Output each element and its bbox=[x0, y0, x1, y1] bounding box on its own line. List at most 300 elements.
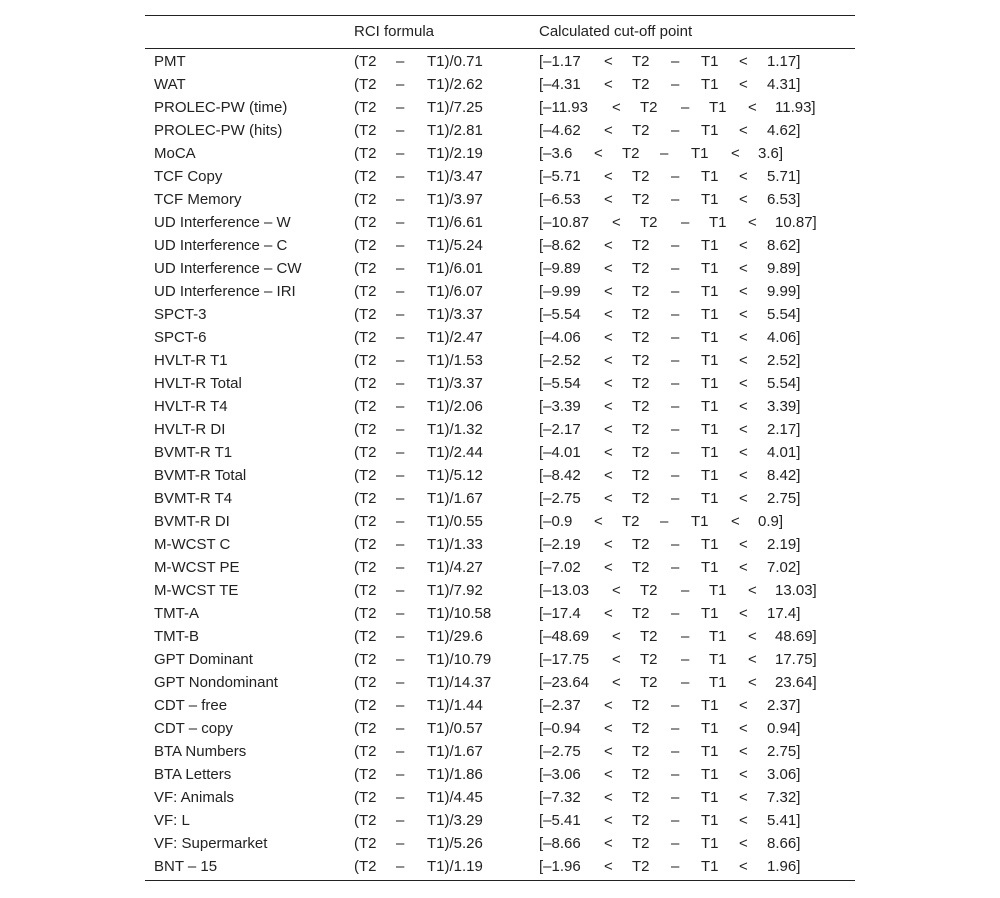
rci-formula-part-r2: – bbox=[396, 743, 405, 760]
cutoff-part-k2: < bbox=[612, 674, 621, 691]
cutoff-part-k1: [–9.99 bbox=[539, 283, 581, 300]
cutoff-part-k7: 2.19] bbox=[767, 536, 801, 553]
rci-formula-part-r2: – bbox=[396, 329, 405, 346]
cutoff-part-k6: < bbox=[739, 444, 748, 461]
test-name: UD Interference – CW bbox=[154, 260, 302, 277]
rci-formula-part-r1: (T2 bbox=[354, 168, 377, 185]
cutoff-part-k1: [–1.96 bbox=[539, 858, 581, 875]
rci-formula-part-r2: – bbox=[396, 559, 405, 576]
rci-formula-part-r2: – bbox=[396, 766, 405, 783]
cutoff-part-k5: T1 bbox=[701, 789, 719, 806]
rci-formula-part-r3: T1)/1.67 bbox=[427, 490, 483, 507]
cutoff-part-k6: < bbox=[739, 467, 748, 484]
rci-formula-part-r2: – bbox=[396, 651, 405, 668]
cutoff-part-k1: [–3.06 bbox=[539, 766, 581, 783]
cutoff-part-k2: < bbox=[604, 743, 613, 760]
rci-formula-part-r2: – bbox=[396, 513, 405, 530]
cutoff-part-k1: [–2.37 bbox=[539, 697, 581, 714]
cutoff-part-k3: T2 bbox=[632, 490, 650, 507]
rci-formula-part-r2: – bbox=[396, 674, 405, 691]
cutoff-part-k3: T2 bbox=[632, 743, 650, 760]
rci-formula-part-r1: (T2 bbox=[354, 674, 377, 691]
cutoff-part-k3: T2 bbox=[632, 398, 650, 415]
table-row bbox=[145, 418, 855, 441]
cutoff-part-k3: T2 bbox=[632, 812, 650, 829]
cutoff-part-k1: [–4.06 bbox=[539, 329, 581, 346]
rci-formula-part-r1: (T2 bbox=[354, 145, 377, 162]
cutoff-part-k3: T2 bbox=[632, 122, 650, 139]
cutoff-part-k4: – bbox=[671, 559, 680, 576]
test-name: BVMT-R Total bbox=[154, 467, 247, 484]
test-name: M-WCST PE bbox=[154, 559, 240, 576]
cutoff-part-k2: < bbox=[604, 352, 613, 369]
rci-formula-part-r3: T1)/1.19 bbox=[427, 858, 483, 875]
cutoff-part-k2: < bbox=[604, 306, 613, 323]
table-row bbox=[145, 602, 855, 625]
cutoff-part-k7: 10.87] bbox=[775, 214, 817, 231]
cutoff-part-k5: T1 bbox=[701, 352, 719, 369]
cutoff-part-k4: – bbox=[671, 329, 680, 346]
cutoff-part-k6: < bbox=[748, 99, 757, 116]
test-name: BVMT-R DI bbox=[154, 513, 230, 530]
rci-formula-part-r1: (T2 bbox=[354, 444, 377, 461]
cutoff-part-k2: < bbox=[604, 536, 613, 553]
cutoff-part-k6: < bbox=[739, 605, 748, 622]
cutoff-part-k4: – bbox=[681, 99, 690, 116]
header-cutoff: Calculated cut-off point bbox=[539, 23, 693, 40]
cutoff-part-k3: T2 bbox=[632, 53, 650, 70]
cutoff-part-k3: T2 bbox=[632, 858, 650, 875]
test-name: BNT – 15 bbox=[154, 858, 218, 875]
cutoff-part-k2: < bbox=[604, 122, 613, 139]
test-name: VF: Supermarket bbox=[154, 835, 268, 852]
rci-formula-part-r1: (T2 bbox=[354, 766, 377, 783]
table-row bbox=[145, 510, 855, 533]
cutoff-part-k3: T2 bbox=[640, 99, 658, 116]
test-name: TMT-A bbox=[154, 605, 199, 622]
rci-formula-part-r1: (T2 bbox=[354, 375, 377, 392]
header-row bbox=[145, 16, 855, 48]
cutoff-part-k4: – bbox=[671, 766, 680, 783]
cutoff-part-k7: 48.69] bbox=[775, 628, 817, 645]
rci-formula-part-r3: T1)/1.33 bbox=[427, 536, 483, 553]
rci-formula-part-r1: (T2 bbox=[354, 835, 377, 852]
cutoff-part-k6: < bbox=[739, 421, 748, 438]
cutoff-part-k4: – bbox=[671, 490, 680, 507]
cutoff-part-k3: T2 bbox=[632, 191, 650, 208]
cutoff-part-k1: [–6.53 bbox=[539, 191, 581, 208]
cutoff-part-k1: [–0.9 bbox=[539, 513, 573, 530]
rci-formula-part-r3: T1)/14.37 bbox=[427, 674, 492, 691]
rci-formula-part-r1: (T2 bbox=[354, 398, 377, 415]
table-row bbox=[145, 349, 855, 372]
table-row bbox=[145, 372, 855, 395]
cutoff-part-k7: 2.37] bbox=[767, 697, 801, 714]
cutoff-part-k4: – bbox=[671, 352, 680, 369]
cutoff-part-k5: T1 bbox=[701, 444, 719, 461]
rci-formula-part-r2: – bbox=[396, 398, 405, 415]
cutoff-part-k5: T1 bbox=[701, 329, 719, 346]
cutoff-part-k3: T2 bbox=[632, 444, 650, 461]
cutoff-part-k2: < bbox=[604, 444, 613, 461]
rci-formula-part-r3: T1)/2.44 bbox=[427, 444, 483, 461]
cutoff-part-k2: < bbox=[604, 53, 613, 70]
cutoff-part-k5: T1 bbox=[701, 260, 719, 277]
cutoff-part-k5: T1 bbox=[701, 421, 719, 438]
cutoff-part-k2: < bbox=[604, 467, 613, 484]
table-row bbox=[145, 533, 855, 556]
cutoff-part-k4: – bbox=[681, 674, 690, 691]
cutoff-part-k2: < bbox=[604, 168, 613, 185]
cutoff-part-k1: [–2.52 bbox=[539, 352, 581, 369]
rci-formula-part-r1: (T2 bbox=[354, 605, 377, 622]
cutoff-part-k4: – bbox=[671, 191, 680, 208]
rci-formula-part-r2: – bbox=[396, 122, 405, 139]
cutoff-part-k1: [–2.75 bbox=[539, 743, 581, 760]
table-row bbox=[145, 763, 855, 786]
table-row bbox=[145, 740, 855, 763]
cutoff-part-k2: < bbox=[604, 260, 613, 277]
cutoff-part-k3: T2 bbox=[632, 375, 650, 392]
cutoff-part-k5: T1 bbox=[701, 122, 719, 139]
cutoff-part-k3: T2 bbox=[640, 651, 658, 668]
rci-formula-part-r2: – bbox=[396, 628, 405, 645]
rci-formula-part-r3: T1)/7.25 bbox=[427, 99, 483, 116]
rci-formula-part-r1: (T2 bbox=[354, 260, 377, 277]
rci-formula-part-r2: – bbox=[396, 168, 405, 185]
cutoff-part-k3: T2 bbox=[632, 766, 650, 783]
cutoff-part-k5: T1 bbox=[691, 145, 709, 162]
cutoff-part-k6: < bbox=[739, 858, 748, 875]
cutoff-part-k1: [–5.41 bbox=[539, 812, 581, 829]
rci-formula-part-r3: T1)/0.57 bbox=[427, 720, 483, 737]
table-row bbox=[145, 625, 855, 648]
rci-formula-part-r3: T1)/6.07 bbox=[427, 283, 483, 300]
test-name: BVMT-R T1 bbox=[154, 444, 233, 461]
cutoff-part-k4: – bbox=[671, 858, 680, 875]
cutoff-part-k5: T1 bbox=[701, 375, 719, 392]
cutoff-part-k6: < bbox=[739, 559, 748, 576]
cutoff-part-k1: [–5.54 bbox=[539, 375, 581, 392]
cutoff-part-k2: < bbox=[604, 375, 613, 392]
rci-formula-part-r3: T1)/1.32 bbox=[427, 421, 483, 438]
table-row bbox=[145, 188, 855, 211]
cutoff-part-k2: < bbox=[604, 789, 613, 806]
rci-formula-part-r1: (T2 bbox=[354, 812, 377, 829]
rci-formula-part-r3: T1)/2.47 bbox=[427, 329, 483, 346]
rci-formula-part-r2: – bbox=[396, 260, 405, 277]
cutoff-part-k1: [–1.17 bbox=[539, 53, 581, 70]
table-row bbox=[145, 73, 855, 96]
cutoff-part-k3: T2 bbox=[632, 329, 650, 346]
cutoff-part-k2: < bbox=[604, 398, 613, 415]
cutoff-part-k7: 5.54] bbox=[767, 306, 801, 323]
cutoff-part-k5: T1 bbox=[691, 513, 709, 530]
cutoff-part-k3: T2 bbox=[640, 674, 658, 691]
cutoff-part-k4: – bbox=[671, 444, 680, 461]
cutoff-part-k3: T2 bbox=[632, 352, 650, 369]
cutoff-part-k5: T1 bbox=[701, 467, 719, 484]
cutoff-part-k1: [–7.32 bbox=[539, 789, 581, 806]
cutoff-part-k4: – bbox=[671, 53, 680, 70]
table-row bbox=[145, 556, 855, 579]
cutoff-part-k4: – bbox=[681, 214, 690, 231]
cutoff-part-k1: [–8.42 bbox=[539, 467, 581, 484]
cutoff-part-k3: T2 bbox=[622, 513, 640, 530]
table-row bbox=[145, 211, 855, 234]
table-row bbox=[145, 648, 855, 671]
rci-formula-part-r1: (T2 bbox=[354, 283, 377, 300]
cutoff-part-k7: 17.4] bbox=[767, 605, 801, 622]
rci-formula-part-r2: – bbox=[396, 375, 405, 392]
cutoff-part-k4: – bbox=[671, 122, 680, 139]
rci-formula-part-r1: (T2 bbox=[354, 352, 377, 369]
rci-formula-part-r3: T1)/6.01 bbox=[427, 260, 483, 277]
rci-formula-part-r3: T1)/3.37 bbox=[427, 375, 483, 392]
table-row bbox=[145, 441, 855, 464]
table-row bbox=[145, 487, 855, 510]
cutoff-part-k2: < bbox=[612, 582, 621, 599]
cutoff-part-k2: < bbox=[604, 858, 613, 875]
test-name: HVLT-R T1 bbox=[154, 352, 228, 369]
rci-formula-part-r2: – bbox=[396, 490, 405, 507]
table-row bbox=[145, 142, 855, 165]
test-name: SPCT-3 bbox=[154, 306, 207, 323]
cutoff-part-k5: T1 bbox=[709, 99, 727, 116]
cutoff-part-k3: T2 bbox=[632, 168, 650, 185]
rci-formula-part-r3: T1)/0.71 bbox=[427, 53, 483, 70]
cutoff-part-k7: 0.94] bbox=[767, 720, 801, 737]
cutoff-part-k6: < bbox=[748, 628, 757, 645]
test-name: BTA Numbers bbox=[154, 743, 247, 760]
cutoff-part-k6: < bbox=[748, 582, 757, 599]
cutoff-part-k4: – bbox=[671, 306, 680, 323]
cutoff-part-k7: 2.75] bbox=[767, 490, 801, 507]
cutoff-part-k5: T1 bbox=[701, 536, 719, 553]
cutoff-part-k5: T1 bbox=[701, 306, 719, 323]
cutoff-part-k3: T2 bbox=[640, 214, 658, 231]
cutoff-part-k1: [–11.93 bbox=[539, 99, 588, 116]
rci-formula-part-r3: T1)/5.12 bbox=[427, 467, 483, 484]
cutoff-part-k6: < bbox=[739, 789, 748, 806]
cutoff-part-k4: – bbox=[671, 76, 680, 93]
cutoff-part-k6: < bbox=[739, 237, 748, 254]
cutoff-part-k4: – bbox=[671, 743, 680, 760]
cutoff-part-k5: T1 bbox=[701, 559, 719, 576]
rci-formula-part-r3: T1)/0.55 bbox=[427, 513, 483, 530]
rci-formula-part-r2: – bbox=[396, 214, 405, 231]
test-name: M-WCST C bbox=[154, 536, 231, 553]
cutoff-part-k3: T2 bbox=[632, 789, 650, 806]
rci-formula-part-r2: – bbox=[396, 53, 405, 70]
cutoff-part-k6: < bbox=[739, 697, 748, 714]
test-name: HVLT-R DI bbox=[154, 421, 226, 438]
cutoff-part-k6: < bbox=[739, 76, 748, 93]
cutoff-part-k2: < bbox=[604, 76, 613, 93]
cutoff-part-k7: 11.93] bbox=[775, 99, 816, 116]
cutoff-part-k7: 23.64] bbox=[775, 674, 817, 691]
cutoff-part-k7: 13.03] bbox=[775, 582, 817, 599]
rci-formula-part-r1: (T2 bbox=[354, 789, 377, 806]
test-name: HVLT-R T4 bbox=[154, 398, 228, 415]
header-rci-formula: RCI formula bbox=[354, 23, 435, 40]
rci-formula-part-r2: – bbox=[396, 237, 405, 254]
rci-formula-part-r2: – bbox=[396, 789, 405, 806]
rci-formula-part-r2: – bbox=[396, 283, 405, 300]
rci-formula-part-r3: T1)/1.86 bbox=[427, 766, 483, 783]
cutoff-part-k7: 4.62] bbox=[767, 122, 801, 139]
cutoff-part-k7: 0.9] bbox=[758, 513, 784, 530]
rci-formula-part-r2: – bbox=[396, 605, 405, 622]
cutoff-part-k7: 4.06] bbox=[767, 329, 801, 346]
rci-formula-part-r1: (T2 bbox=[354, 306, 377, 323]
cutoff-part-k1: [–10.87 bbox=[539, 214, 590, 231]
cutoff-part-k5: T1 bbox=[701, 605, 719, 622]
cutoff-part-k5: T1 bbox=[701, 53, 719, 70]
cutoff-part-k6: < bbox=[748, 214, 757, 231]
cutoff-part-k2: < bbox=[594, 145, 603, 162]
rci-formula-part-r3: T1)/7.92 bbox=[427, 582, 483, 599]
rci-formula-part-r3: T1)/29.6 bbox=[427, 628, 483, 645]
cutoff-part-k3: T2 bbox=[622, 145, 640, 162]
cutoff-part-k2: < bbox=[612, 628, 621, 645]
cutoff-part-k7: 2.75] bbox=[767, 743, 801, 760]
cutoff-part-k6: < bbox=[748, 674, 757, 691]
table-row bbox=[145, 326, 855, 349]
cutoff-part-k7: 5.54] bbox=[767, 375, 801, 392]
cutoff-part-k1: [–23.64 bbox=[539, 674, 590, 691]
rci-formula-part-r3: T1)/3.97 bbox=[427, 191, 483, 208]
cutoff-part-k3: T2 bbox=[632, 536, 650, 553]
test-name: PMT bbox=[154, 53, 186, 70]
rci-formula-part-r2: – bbox=[396, 76, 405, 93]
cutoff-part-k5: T1 bbox=[701, 398, 719, 415]
cutoff-part-k3: T2 bbox=[640, 628, 658, 645]
cutoff-part-k7: 17.75] bbox=[775, 651, 817, 668]
test-name: VF: L bbox=[154, 812, 190, 829]
cutoff-part-k7: 8.62] bbox=[767, 237, 801, 254]
cutoff-part-k2: < bbox=[604, 559, 613, 576]
test-name: TCF Memory bbox=[154, 191, 242, 208]
table-row bbox=[145, 809, 855, 832]
cutoff-part-k1: [–5.71 bbox=[539, 168, 581, 185]
cutoff-part-k6: < bbox=[739, 191, 748, 208]
cutoff-part-k6: < bbox=[739, 398, 748, 415]
test-name: TCF Copy bbox=[154, 168, 223, 185]
test-name: UD Interference – C bbox=[154, 237, 288, 254]
rci-formula-part-r2: – bbox=[396, 99, 405, 116]
table-row bbox=[145, 717, 855, 740]
cutoff-part-k7: 5.71] bbox=[767, 168, 801, 185]
cutoff-part-k3: T2 bbox=[632, 697, 650, 714]
cutoff-part-k5: T1 bbox=[709, 214, 727, 231]
rci-formula-part-r2: – bbox=[396, 697, 405, 714]
cutoff-part-k3: T2 bbox=[632, 260, 650, 277]
rci-formula-part-r3: T1)/1.67 bbox=[427, 743, 483, 760]
cutoff-part-k1: [–8.66 bbox=[539, 835, 581, 852]
cutoff-part-k7: 6.53] bbox=[767, 191, 801, 208]
cutoff-part-k1: [–4.01 bbox=[539, 444, 581, 461]
cutoff-part-k7: 7.32] bbox=[767, 789, 801, 806]
test-name: GPT Dominant bbox=[154, 651, 253, 668]
test-name: PROLEC-PW (time) bbox=[154, 99, 288, 116]
cutoff-part-k1: [–3.6 bbox=[539, 145, 573, 162]
cutoff-part-k4: – bbox=[671, 260, 680, 277]
rci-formula-part-r1: (T2 bbox=[354, 329, 377, 346]
table-row bbox=[145, 119, 855, 142]
cutoff-part-k1: [–9.89 bbox=[539, 260, 581, 277]
rci-formula-part-r1: (T2 bbox=[354, 53, 377, 70]
cutoff-part-k6: < bbox=[748, 651, 757, 668]
rci-formula-part-r1: (T2 bbox=[354, 490, 377, 507]
rci-formula-part-r1: (T2 bbox=[354, 76, 377, 93]
rci-formula-part-r2: – bbox=[396, 352, 405, 369]
cutoff-part-k5: T1 bbox=[701, 76, 719, 93]
cutoff-part-k4: – bbox=[681, 628, 690, 645]
cutoff-part-k1: [–4.62 bbox=[539, 122, 581, 139]
cutoff-part-k7: 9.99] bbox=[767, 283, 801, 300]
cutoff-part-k1: [–2.19 bbox=[539, 536, 581, 553]
test-name: MoCA bbox=[154, 145, 196, 162]
test-name: WAT bbox=[154, 76, 186, 93]
cutoff-part-k2: < bbox=[604, 605, 613, 622]
cutoff-part-k5: T1 bbox=[701, 858, 719, 875]
cutoff-part-k4: – bbox=[681, 582, 690, 599]
rci-formula-part-r2: – bbox=[396, 421, 405, 438]
cutoff-part-k4: – bbox=[671, 697, 680, 714]
rci-formula-part-r1: (T2 bbox=[354, 513, 377, 530]
cutoff-part-k5: T1 bbox=[701, 168, 719, 185]
cutoff-part-k3: T2 bbox=[632, 720, 650, 737]
cutoff-part-k2: < bbox=[604, 720, 613, 737]
rci-formula-part-r1: (T2 bbox=[354, 743, 377, 760]
cutoff-part-k6: < bbox=[739, 306, 748, 323]
cutoff-part-k5: T1 bbox=[701, 812, 719, 829]
cutoff-part-k2: < bbox=[612, 214, 621, 231]
test-name: BTA Letters bbox=[154, 766, 232, 783]
rci-formula-part-r1: (T2 bbox=[354, 559, 377, 576]
cutoff-part-k5: T1 bbox=[701, 237, 719, 254]
cutoff-part-k4: – bbox=[671, 835, 680, 852]
cutoff-part-k2: < bbox=[604, 812, 613, 829]
rci-formula-part-r3: T1)/2.19 bbox=[427, 145, 483, 162]
table-row bbox=[145, 280, 855, 303]
rci-formula-part-r1: (T2 bbox=[354, 467, 377, 484]
table-row bbox=[145, 234, 855, 257]
cutoff-part-k5: T1 bbox=[701, 283, 719, 300]
rci-formula-part-r1: (T2 bbox=[354, 720, 377, 737]
cutoff-part-k4: – bbox=[671, 398, 680, 415]
rci-formula-part-r2: – bbox=[396, 444, 405, 461]
cutoff-part-k6: < bbox=[731, 145, 740, 162]
cutoff-part-k6: < bbox=[739, 168, 748, 185]
cutoff-part-k4: – bbox=[671, 237, 680, 254]
cutoff-part-k5: T1 bbox=[701, 191, 719, 208]
rci-formula-part-r2: – bbox=[396, 720, 405, 737]
cutoff-part-k7: 4.31] bbox=[767, 76, 801, 93]
cutoff-part-k1: [–5.54 bbox=[539, 306, 581, 323]
rci-formula-part-r2: – bbox=[396, 306, 405, 323]
cutoff-part-k7: 8.42] bbox=[767, 467, 801, 484]
cutoff-part-k5: T1 bbox=[701, 490, 719, 507]
cutoff-part-k6: < bbox=[739, 260, 748, 277]
table-row bbox=[145, 50, 855, 73]
cutoff-part-k4: – bbox=[660, 513, 669, 530]
cutoff-part-k5: T1 bbox=[701, 720, 719, 737]
cutoff-part-k3: T2 bbox=[632, 467, 650, 484]
cutoff-part-k1: [–8.62 bbox=[539, 237, 581, 254]
rci-formula-part-r2: – bbox=[396, 582, 405, 599]
